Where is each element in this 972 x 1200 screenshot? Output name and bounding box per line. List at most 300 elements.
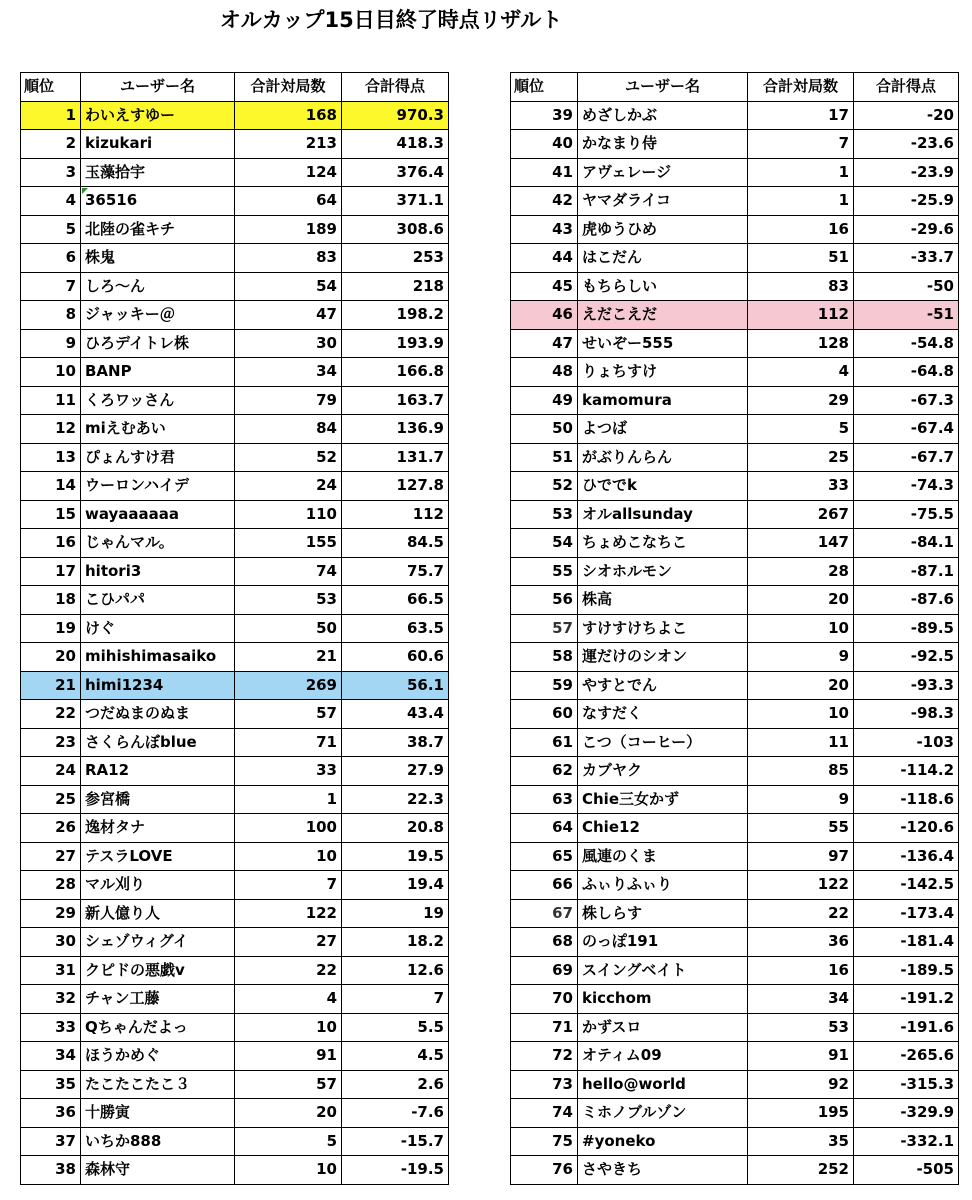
rank-cell: 26: [21, 814, 81, 843]
games-cell: 16: [748, 956, 854, 985]
points-cell: -120.6: [854, 814, 959, 843]
points-cell: -136.4: [854, 842, 959, 871]
table-row: [21, 215, 449, 244]
table-row: [21, 842, 449, 871]
games-cell: 5: [748, 415, 854, 444]
table-row: [21, 358, 449, 387]
points-cell: -332.1: [854, 1127, 959, 1156]
table-row: [21, 956, 449, 985]
points-cell: 43.4: [342, 700, 449, 729]
rank-cell: 71: [511, 1013, 578, 1042]
games-cell: 10: [748, 700, 854, 729]
user-name-cell: ひででk: [578, 472, 748, 501]
games-cell: 33: [748, 472, 854, 501]
points-header: 合計得点: [342, 73, 449, 102]
rank-cell: 31: [21, 956, 81, 985]
games-cell: 122: [748, 871, 854, 900]
points-cell: -75.5: [854, 500, 959, 529]
points-cell: -87.6: [854, 586, 959, 615]
points-cell: -98.3: [854, 700, 959, 729]
points-cell: 27.9: [342, 757, 449, 786]
user-name-cell: Qちゃんだよっ: [81, 1013, 235, 1042]
user-name-cell: カブヤク: [578, 757, 748, 786]
user-name-cell: がぶりんらん: [578, 443, 748, 472]
points-cell: 970.3: [342, 101, 449, 130]
table-row: [21, 272, 449, 301]
user-name-cell: こひパパ: [81, 586, 235, 615]
games-cell: 55: [748, 814, 854, 843]
games-cell: 195: [748, 1099, 854, 1128]
table-row: [21, 529, 449, 558]
rank-cell: 16: [21, 529, 81, 558]
games-cell: 9: [748, 785, 854, 814]
table-row: [511, 529, 959, 558]
user-name-cell: かなまり侍: [578, 130, 748, 159]
rank-cell: 38: [21, 1156, 81, 1185]
games-cell: 52: [235, 443, 342, 472]
rank-cell: 30: [21, 928, 81, 957]
rank-cell: 20: [21, 643, 81, 672]
games-cell: 91: [748, 1042, 854, 1071]
games-cell: 7: [235, 871, 342, 900]
games-cell: 34: [235, 358, 342, 387]
points-cell: 5.5: [342, 1013, 449, 1042]
points-cell: -93.3: [854, 671, 959, 700]
table-row: [511, 1042, 959, 1071]
user-name-cell: ちょめこなちこ: [578, 529, 748, 558]
user-name-cell: クピドの悪戯v: [81, 956, 235, 985]
rank-cell: 9: [21, 329, 81, 358]
points-cell: -15.7: [342, 1127, 449, 1156]
rank-cell: 43: [511, 215, 578, 244]
points-cell: 20.8: [342, 814, 449, 843]
user-name-cell: ミホノブルゾン: [578, 1099, 748, 1128]
rank-cell: 28: [21, 871, 81, 900]
user-name-cell: 参宮橋: [81, 785, 235, 814]
rank-cell: 68: [511, 928, 578, 957]
rank-cell: 32: [21, 985, 81, 1014]
points-cell: 7: [342, 985, 449, 1014]
user-name-cell: miえむあい: [81, 415, 235, 444]
user-name-cell: テスラLOVE: [81, 842, 235, 871]
games-cell: 92: [748, 1070, 854, 1099]
points-cell: 66.5: [342, 586, 449, 615]
rank-cell: 55: [511, 557, 578, 586]
points-cell: 4.5: [342, 1042, 449, 1071]
games-cell: 10: [235, 1156, 342, 1185]
user-name-cell: さやきち: [578, 1156, 748, 1185]
points-cell: 38.7: [342, 728, 449, 757]
points-cell: -23.9: [854, 158, 959, 187]
games-cell: 252: [748, 1156, 854, 1185]
table-row: [511, 814, 959, 843]
user-name-cell: kamomura: [578, 386, 748, 415]
rank-cell: 33: [21, 1013, 81, 1042]
rank-cell: 46: [511, 301, 578, 330]
rank-cell: 3: [21, 158, 81, 187]
rank-cell: 60: [511, 700, 578, 729]
points-cell: 12.6: [342, 956, 449, 985]
user-name-cell: 虎ゆうひめ: [578, 215, 748, 244]
table-row: [21, 928, 449, 957]
user-name-cell: 株高: [578, 586, 748, 615]
user-name-cell: 運だけのシオン: [578, 643, 748, 672]
user-name-cell: チャン工藤: [81, 985, 235, 1014]
table-row: [511, 586, 959, 615]
points-cell: -142.5: [854, 871, 959, 900]
rank-cell: 27: [21, 842, 81, 871]
games-cell: 33: [235, 757, 342, 786]
games-cell: 91: [235, 1042, 342, 1071]
user-name-cell: 十勝寅: [81, 1099, 235, 1128]
table-row: [511, 329, 959, 358]
points-cell: -54.8: [854, 329, 959, 358]
user-name-cell: 株鬼: [81, 244, 235, 273]
rank-cell: 19: [21, 614, 81, 643]
user-name-cell: じゃんマル。: [81, 529, 235, 558]
points-cell: 218: [342, 272, 449, 301]
table-row: [511, 101, 959, 130]
rank-cell: 37: [21, 1127, 81, 1156]
rank-cell: 2: [21, 130, 81, 159]
rank-cell: 57: [511, 614, 578, 643]
points-cell: -20: [854, 101, 959, 130]
games-cell: 34: [748, 985, 854, 1014]
games-cell: 54: [235, 272, 342, 301]
user-header: ユーザー名: [81, 73, 235, 102]
points-cell: 308.6: [342, 215, 449, 244]
table-row: [21, 1013, 449, 1042]
user-name-cell: マル刈り: [81, 871, 235, 900]
user-name-cell: mihishimasaiko: [81, 643, 235, 672]
comment-marker-icon: [82, 188, 88, 194]
games-cell: 53: [748, 1013, 854, 1042]
table-row: [21, 814, 449, 843]
points-cell: -329.9: [854, 1099, 959, 1128]
points-cell: -189.5: [854, 956, 959, 985]
games-cell: 189: [235, 215, 342, 244]
points-cell: -64.8: [854, 358, 959, 387]
user-name-cell: ジャッキー＠: [81, 301, 235, 330]
table-row: [21, 1099, 449, 1128]
points-cell: -50: [854, 272, 959, 301]
table-row: [511, 614, 959, 643]
games-cell: 4: [235, 985, 342, 1014]
games-cell: 10: [748, 614, 854, 643]
table-row: [511, 244, 959, 273]
games-cell: 269: [235, 671, 342, 700]
games-cell: 22: [748, 899, 854, 928]
table-row: [511, 443, 959, 472]
user-name-cell: 36516: [81, 187, 235, 216]
games-cell: 1: [748, 158, 854, 187]
user-name-cell: Chie12: [578, 814, 748, 843]
rank-cell: 25: [21, 785, 81, 814]
table-row: [511, 130, 959, 159]
points-cell: 166.8: [342, 358, 449, 387]
user-name-cell: hello@world: [578, 1070, 748, 1099]
points-cell: 2.6: [342, 1070, 449, 1099]
games-cell: 84: [235, 415, 342, 444]
games-cell: 7: [748, 130, 854, 159]
rank-cell: 51: [511, 443, 578, 472]
rank-cell: 42: [511, 187, 578, 216]
rank-cell: 58: [511, 643, 578, 672]
points-cell: -191.2: [854, 985, 959, 1014]
ranking-table-right: [510, 72, 959, 1185]
user-name-cell: kicchom: [578, 985, 748, 1014]
user-name-cell: えだこえだ: [578, 301, 748, 330]
games-cell: 16: [748, 215, 854, 244]
table-row: [21, 329, 449, 358]
user-name-cell: 新人億り人: [81, 899, 235, 928]
user-name-cell: さくらんぼblue: [81, 728, 235, 757]
rank-cell: 66: [511, 871, 578, 900]
user-name-cell: RA12: [81, 757, 235, 786]
user-name-cell: わいえすゆー: [81, 101, 235, 130]
games-cell: 83: [235, 244, 342, 273]
user-name-cell: hitori3: [81, 557, 235, 586]
rank-cell: 44: [511, 244, 578, 273]
table-row: [21, 386, 449, 415]
points-cell: 19: [342, 899, 449, 928]
games-cell: 57: [235, 1070, 342, 1099]
games-cell: 10: [235, 1013, 342, 1042]
games-cell: 147: [748, 529, 854, 558]
user-name-cell: よつば: [578, 415, 748, 444]
table-row: [511, 700, 959, 729]
table-row: [511, 1013, 959, 1042]
games-cell: 24: [235, 472, 342, 501]
table-row: [511, 301, 959, 330]
games-cell: 57: [235, 700, 342, 729]
points-cell: 75.7: [342, 557, 449, 586]
rank-cell: 11: [21, 386, 81, 415]
rank-cell: 39: [511, 101, 578, 130]
games-cell: 64: [235, 187, 342, 216]
points-cell: -67.4: [854, 415, 959, 444]
games-cell: 36: [748, 928, 854, 957]
user-header: ユーザー名: [578, 73, 748, 102]
games-cell: 20: [748, 671, 854, 700]
table-row: [511, 557, 959, 586]
rank-cell: 36: [21, 1099, 81, 1128]
rank-cell: 22: [21, 700, 81, 729]
games-header: 合計対局数: [235, 73, 342, 102]
points-cell: 131.7: [342, 443, 449, 472]
rank-cell: 56: [511, 586, 578, 615]
rank-cell: 5: [21, 215, 81, 244]
rank-cell: 21: [21, 671, 81, 700]
ranking-table-left: [20, 72, 449, 1185]
rank-cell: 7: [21, 272, 81, 301]
table-row: [511, 956, 959, 985]
rank-cell: 24: [21, 757, 81, 786]
table-row: [511, 871, 959, 900]
rank-cell: 47: [511, 329, 578, 358]
rank-header: 順位: [21, 73, 81, 102]
user-name-cell: ひろデイトレ株: [81, 329, 235, 358]
rank-cell: 63: [511, 785, 578, 814]
rank-cell: 64: [511, 814, 578, 843]
user-name-cell: ウーロンハイデ: [81, 472, 235, 501]
points-cell: 136.9: [342, 415, 449, 444]
user-name-cell: けぐ: [81, 614, 235, 643]
points-cell: 371.1: [342, 187, 449, 216]
rank-cell: 70: [511, 985, 578, 1014]
table-row: [511, 1099, 959, 1128]
user-name-cell: りょちすけ: [578, 358, 748, 387]
user-name-cell: スイングベイト: [578, 956, 748, 985]
points-cell: -7.6: [342, 1099, 449, 1128]
rank-cell: 12: [21, 415, 81, 444]
table-row: [21, 614, 449, 643]
games-cell: 25: [748, 443, 854, 472]
user-name-cell: かずスロ: [578, 1013, 748, 1042]
rank-cell: 29: [21, 899, 81, 928]
games-cell: 110: [235, 500, 342, 529]
header-row: [511, 73, 959, 102]
rank-cell: 14: [21, 472, 81, 501]
table-row: [21, 158, 449, 187]
games-cell: 30: [235, 329, 342, 358]
user-name-cell: Chie三女かず: [578, 785, 748, 814]
table-row: [21, 443, 449, 472]
user-name-cell: ふぃりふぃり: [578, 871, 748, 900]
rank-cell: 50: [511, 415, 578, 444]
user-name-cell: ほうかめぐ: [81, 1042, 235, 1071]
points-cell: -51: [854, 301, 959, 330]
games-cell: 20: [748, 586, 854, 615]
table-row: [21, 244, 449, 273]
rank-cell: 6: [21, 244, 81, 273]
table-row: [21, 472, 449, 501]
games-cell: 1: [235, 785, 342, 814]
rank-cell: 8: [21, 301, 81, 330]
table-row: [511, 785, 959, 814]
rank-cell: 4: [21, 187, 81, 216]
points-cell: 63.5: [342, 614, 449, 643]
table-row: [21, 871, 449, 900]
table-row: [511, 757, 959, 786]
games-cell: 22: [235, 956, 342, 985]
user-name-cell: 北陸の雀キチ: [81, 215, 235, 244]
rank-cell: 23: [21, 728, 81, 757]
rank-cell: 67: [511, 899, 578, 928]
user-name-cell: のっぽ191: [578, 928, 748, 957]
points-cell: -89.5: [854, 614, 959, 643]
points-cell: 418.3: [342, 130, 449, 159]
table-row: [21, 985, 449, 1014]
rank-cell: 69: [511, 956, 578, 985]
user-name-cell: アヴェレージ: [578, 158, 748, 187]
games-cell: 10: [235, 842, 342, 871]
table-row: [21, 500, 449, 529]
rank-cell: 35: [21, 1070, 81, 1099]
points-cell: -29.6: [854, 215, 959, 244]
rank-cell: 53: [511, 500, 578, 529]
rank-cell: 61: [511, 728, 578, 757]
user-name-cell: kizukari: [81, 130, 235, 159]
games-cell: 51: [748, 244, 854, 273]
rank-cell: 62: [511, 757, 578, 786]
games-cell: 35: [748, 1127, 854, 1156]
rank-cell: 18: [21, 586, 81, 615]
games-cell: 100: [235, 814, 342, 843]
table-row: [511, 1127, 959, 1156]
table-row: [21, 301, 449, 330]
games-cell: 28: [748, 557, 854, 586]
rank-cell: 45: [511, 272, 578, 301]
table-row: [21, 557, 449, 586]
points-cell: -74.3: [854, 472, 959, 501]
user-name-cell: つだぬまのぬま: [81, 700, 235, 729]
rank-cell: 41: [511, 158, 578, 187]
table-row: [21, 785, 449, 814]
user-name-cell: しろ～ん: [81, 272, 235, 301]
table-row: [21, 1042, 449, 1071]
table-row: [511, 671, 959, 700]
table-row: [21, 415, 449, 444]
table-row: [511, 386, 959, 415]
table-row: [21, 1156, 449, 1185]
user-name-cell: 玉藻拾宇: [81, 158, 235, 187]
games-cell: 47: [235, 301, 342, 330]
table-row: [511, 728, 959, 757]
rank-cell: 17: [21, 557, 81, 586]
user-name-cell: いちか888: [81, 1127, 235, 1156]
points-cell: 84.5: [342, 529, 449, 558]
games-cell: 128: [748, 329, 854, 358]
games-cell: 122: [235, 899, 342, 928]
user-name-cell: BANP: [81, 358, 235, 387]
points-cell: 19.5: [342, 842, 449, 871]
points-cell: -19.5: [342, 1156, 449, 1185]
rank-cell: 76: [511, 1156, 578, 1185]
games-header: 合計対局数: [748, 73, 854, 102]
rank-cell: 13: [21, 443, 81, 472]
user-name-cell: #yoneko: [578, 1127, 748, 1156]
rank-cell: 10: [21, 358, 81, 387]
rank-cell: 34: [21, 1042, 81, 1071]
points-cell: 163.7: [342, 386, 449, 415]
table-row: [511, 187, 959, 216]
games-cell: 168: [235, 101, 342, 130]
points-cell: -25.9: [854, 187, 959, 216]
user-name-cell: 風連のくま: [578, 842, 748, 871]
user-name-cell: wayaaaaaa: [81, 500, 235, 529]
rank-cell: 40: [511, 130, 578, 159]
user-name-cell: めざしかぶ: [578, 101, 748, 130]
points-cell: 193.9: [342, 329, 449, 358]
table-row: [21, 1127, 449, 1156]
table-row: [21, 130, 449, 159]
table-row: [511, 158, 959, 187]
games-cell: 74: [235, 557, 342, 586]
games-cell: 29: [748, 386, 854, 415]
user-name-cell: もちらしい: [578, 272, 748, 301]
table-row: [21, 728, 449, 757]
user-name-cell: やすとでん: [578, 671, 748, 700]
table-row: [511, 643, 959, 672]
table-row: [511, 1156, 959, 1185]
rank-header: 順位: [511, 73, 578, 102]
rank-cell: 15: [21, 500, 81, 529]
points-cell: -84.1: [854, 529, 959, 558]
games-cell: 1: [748, 187, 854, 216]
points-cell: -87.1: [854, 557, 959, 586]
points-cell: -315.3: [854, 1070, 959, 1099]
